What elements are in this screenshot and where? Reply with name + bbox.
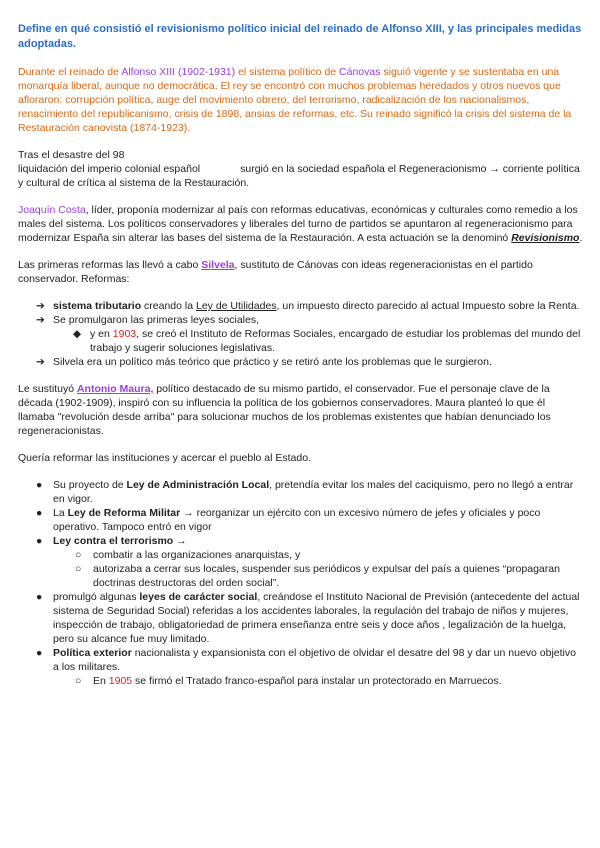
- ley-terrorismo-label: Ley contra el terrorismo: [53, 535, 174, 547]
- document-title: Define en qué consistió el revisionismo político inicial del reinado de Alfonso XIII, y las principales medidas adoptadas.: [18, 23, 582, 50]
- desastre-line-2b: surgió en la sociedad española el Regeneracionismo → corriente política y cultural de crítica al sistema de la Restauración.: [18, 163, 580, 189]
- list-subitem: [18, 548, 584, 562]
- costa-text: , líder, proponía modernizar al país con reformas educativas, económicas y culturales como remedio a los males del sistema. Los políticos conservadores y liberales del turno de partidos se apuntaron al regeneracionismo para modernizar España sin alterar las bases del sistema de la Restauración. A esta actuación se la denominó: [18, 204, 578, 244]
- list-subitem: [18, 562, 584, 590]
- bullet-icon: ●: [36, 591, 43, 603]
- desastre-paragraph: [18, 148, 584, 190]
- item-text: Silvela era un político más teórico que práctico y se retiró ante los problemas que le surgieron.: [53, 356, 492, 368]
- list-item: [18, 506, 584, 534]
- maura-goal-paragraph: Quería reformar las instituciones y acercar el pueblo al Estado.: [18, 452, 311, 464]
- silvela-intro-paragraph: [18, 258, 584, 286]
- maura-reforms-list: [18, 478, 584, 688]
- list-subitem: [18, 327, 584, 355]
- desastre-line-2a: liquidación del imperio colonial español: [18, 163, 201, 175]
- arrow-bullet-icon: ➔: [36, 300, 45, 312]
- list-item: [18, 534, 584, 548]
- maura-intro-paragraph: [18, 382, 584, 438]
- item-text: , pretendía evitar los males del caciquismo, pero no llegó a entrar en vigor.: [53, 479, 574, 505]
- item-text: , se creó el Instituto de Reformas Sociales, encargado de estudiar los problemas del mundo del trabajo y sugerir soluciones legislativas.: [90, 328, 581, 354]
- alfonso-xiii-highlight: Alfonso XIII (1902-1931): [121, 66, 236, 78]
- joaquin-costa-highlight: Joaquín Costa: [18, 204, 86, 216]
- list-item: [18, 646, 584, 674]
- diamond-bullet-icon: ◆: [73, 328, 82, 340]
- item-text: En: [93, 675, 109, 687]
- maura-intro-text-1: Le sustituyó: [18, 383, 77, 395]
- list-item: [18, 299, 584, 313]
- revisionismo-term: Revisionismo: [511, 232, 580, 244]
- item-text: Se promulgaron las primeras leyes sociales,: [53, 314, 260, 326]
- desastre-line-1: Tras el desastre del 98: [18, 149, 125, 161]
- item-text: Su proyecto de: [53, 479, 127, 491]
- silvela-reforms-list: [18, 299, 584, 369]
- item-text: se firmó el Tratado franco-español para instalar un protectorado en Marruecos.: [132, 675, 502, 687]
- intro-text-2: el sistema político de: [235, 66, 340, 78]
- list-item: [18, 313, 584, 327]
- bullet-icon: ●: [36, 507, 43, 519]
- item-text: → reorganizar un ejército con un excesivo número de jefes y oficiales y poco operativo. Tampoco entró en vigor: [53, 507, 541, 533]
- ley-reforma-militar-label: Ley de Reforma Militar: [67, 507, 181, 519]
- silvela-intro-text-1: Las primeras reformas las llevó a cabo: [18, 259, 202, 271]
- bullet-icon: ●: [36, 479, 43, 491]
- year-1905: 1905: [108, 675, 133, 687]
- silvela-link[interactable]: Silvela: [201, 259, 235, 271]
- circle-bullet-icon: ○: [75, 675, 82, 687]
- item-text: y en: [90, 328, 113, 340]
- antonio-maura-link[interactable]: Antonio Maura,: [76, 383, 154, 395]
- list-item: [18, 478, 584, 506]
- item-text: combatir a las organizaciones anarquistas, y: [93, 549, 301, 561]
- item-text: , un impuesto directo parecido al actual Impuesto sobre la Renta.: [276, 300, 580, 312]
- arrow-text: →: [173, 535, 187, 547]
- item-text: autorizaba a cerrar sus locales, suspender sus periódicos y expulsar del país a quienes “propagaran doctrinas destructoras del orden social”.: [93, 563, 560, 589]
- arrow-bullet-icon: ➔: [36, 314, 45, 326]
- intro-text-3: siguió vigente y se sustentaba en una monarquía liberal, aunque no democrática. El rey se encontró con muchos problemas heredados y otros nuevos que afloraron: corrupción política, auge del movimiento obrero, del terrorismo, radicalización de los nacionalismos, renacimiento del republicanismo, crisis de 1898, ansias de reformas, etc. Su reinado significó la crisis del sistema de la Restauración canovista (1874-1923).: [18, 66, 572, 134]
- costa-paragraph: [18, 203, 584, 245]
- politica-exterior-label: Política exterior: [53, 647, 132, 659]
- canovas-highlight: Cánovas: [339, 66, 381, 78]
- costa-end: .: [579, 232, 583, 244]
- circle-bullet-icon: ○: [75, 563, 82, 575]
- sistema-tributario-label: sistema tributario: [53, 300, 142, 312]
- year-1903: 1903: [112, 328, 137, 340]
- silvela-intro-text-2: , sustituto de Cánovas con ideas regeneracionistas en el partido conservador. Reformas:: [18, 259, 533, 285]
- item-text: creando la: [141, 300, 196, 312]
- item-text: La: [53, 507, 68, 519]
- bullet-icon: ●: [36, 535, 43, 547]
- item-text: promulgó algunas: [53, 591, 140, 603]
- circle-bullet-icon: ○: [75, 549, 82, 561]
- list-subitem: [18, 674, 584, 688]
- item-text: nacionalista y expansionista con el objetivo de olvidar el desatre del 98 y dar un nuevo objetivo a los militares.: [53, 647, 576, 673]
- list-item: [18, 590, 584, 646]
- item-text: , creándose el Instituto Nacional de Previsión (antecedente del actual sistema de Seguridad Social) referidas a los accidentes laborales, la regulación del trabajo de niños y mujeres, inspección de trabajo, obligatoriedad de primera enseñanza entre seis y doce años , legalización de la huelga, pero su alcance fue muy limitado.: [53, 591, 580, 645]
- ley-administracion-local-label: Ley de Administración Local: [126, 479, 270, 491]
- arrow-bullet-icon: ➔: [36, 356, 45, 368]
- maura-intro-text-2: político destacado de su mismo partido, el conservador. Fue el personaje clave de la década (1902-1909), inspiró con su influencia la política de los gobiernos conservadores. Maura planteó lo que él llamaba "revolución desde arriba" para solucionar muchos de los problemas existentes que habían denunciado los regeneracionistas.: [18, 383, 551, 437]
- ley-utilidades-label: Ley de Utilidades: [195, 300, 277, 312]
- intro-text-1: Durante el reinado de: [18, 66, 122, 78]
- intro-paragraph: [18, 65, 584, 135]
- list-item: [18, 355, 584, 369]
- bullet-icon: ●: [36, 647, 43, 659]
- leyes-caracter-social-label: leyes de carácter social: [139, 591, 258, 603]
